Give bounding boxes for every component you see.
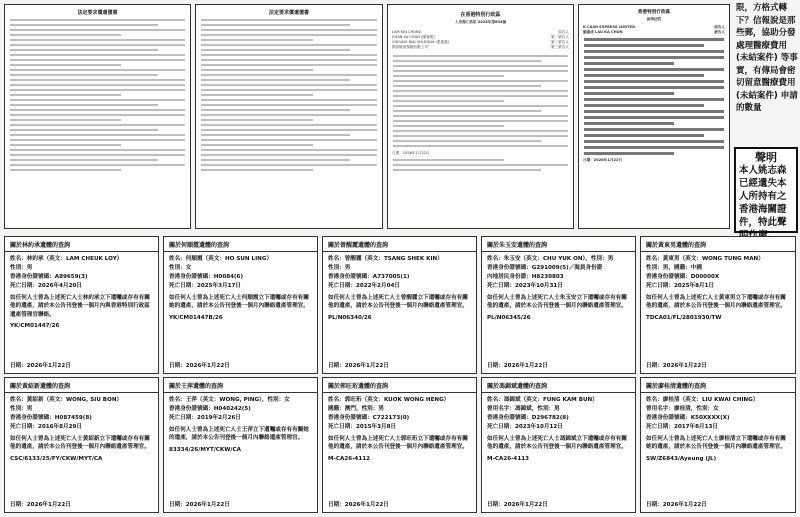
notice-death-date: 死亡日期：2015年3月8日 xyxy=(328,424,397,430)
notice-death-date: 死亡日期：2023年10月12日 xyxy=(487,424,563,430)
defendant-name: 劉嘉成 LAU KA CHUN xyxy=(583,30,623,34)
estate-notice-5 xyxy=(640,236,796,374)
notice-body: 如任何人士曾為上述死亡人士曾醒麗立下遺囑或存有有關他的遺產，請於本公告刊登後一個月內聯絡遺產管理官。 xyxy=(328,295,468,310)
plaintiff-role: 原告人 xyxy=(714,25,725,29)
party-2: CHAN KA CHUN (陳嘉俊) xyxy=(392,35,435,39)
notice-id: 香港身份證號碼：D00000X xyxy=(646,274,720,280)
party-4-role: 第三被告人 xyxy=(551,45,569,49)
notice-ref: 83334/26/MYT/CKW/CA xyxy=(169,446,241,453)
notice-name: 姓名：何順霞（英文：HO SUN LING） xyxy=(169,256,273,262)
estate-notice-10 xyxy=(640,377,796,513)
notice-death-date: 死亡日期：2026年4月20日 xyxy=(10,283,82,289)
case-number: 人身傷亡訴訟 2024年第804號 xyxy=(454,20,507,24)
notice-date: 日期：2026年1月22日 xyxy=(646,502,707,508)
notice-gender: 性別：男 xyxy=(10,406,33,412)
notice-body: 如任何人士曾為上述死亡人士廖桂清立下遺囑或存有有關她的遺產，請於本公告刊登後一個月內聯絡遺產管理官。 xyxy=(646,436,786,451)
notice-death-date: 死亡日期：2025年3月17日 xyxy=(169,283,241,289)
notice-gender: 性別：女 xyxy=(169,265,192,271)
estate-notice-3 xyxy=(322,236,477,374)
notice-ref: M-CA26-4112 xyxy=(328,455,370,462)
estate-notice-2 xyxy=(163,236,318,374)
notice-death-date: 死亡日期：2017年8月13日 xyxy=(646,424,718,430)
plaintiff-company: K CASH EXPRESS LIMITED xyxy=(583,25,636,29)
notice-ref: M-CA26-4113 xyxy=(487,455,529,462)
notice-gender: 性別：男 xyxy=(10,265,33,271)
notice-name: 姓名：王萍（英文：WONG, PING），性別：女 xyxy=(169,397,290,403)
district-court-notice xyxy=(578,4,730,229)
notice-date: 日期：2026年1月22日 xyxy=(328,363,389,369)
notice-name: 姓名：黃東男（英文：WONG TUNG MAN） xyxy=(646,256,764,262)
notice-body: 如任何人士曾為上述死亡人士黃紹新立下遺囑或存有有關他的遺產，請於本公告刊登後一個月內聯絡遺產管理官。 xyxy=(10,436,150,451)
notice-body: 如任何人士曾為上述死亡人士黃東男立下遺囑或存有有關他的遺產，請於本公告刊登後一個月內聯絡遺產管理官。 xyxy=(646,295,786,310)
notice-name: 姓名：馮錦斌（英文：FUNG KAM BUN） xyxy=(487,397,598,403)
notice-death-date: 死亡日期：2022年2月04日 xyxy=(328,283,400,289)
notice-gender: 國籍：澳門，性別：男 xyxy=(328,406,384,412)
notice-date: 日期：2026年1月22日 xyxy=(169,363,230,369)
notice-gender: 曾用名字：廖桂清，性別：女 xyxy=(646,406,719,412)
notice-ref: YK/CM01447B/26 xyxy=(169,314,223,321)
notice-death-date: 死亡日期：2025年8月1日 xyxy=(646,283,715,289)
notice-heading: 關於黃東男遺體的查詢 xyxy=(641,237,795,252)
notice-heading: 關於林約承遺體的查詢 xyxy=(5,237,158,252)
court-heading: 在香港特別行政區 xyxy=(460,12,501,18)
notice-gender: 性別：男，國籍：中國 xyxy=(646,265,702,271)
side-article xyxy=(734,0,800,130)
notice-date: 日期：2026年1月22日 xyxy=(487,363,548,369)
estate-notice-7 xyxy=(163,377,318,513)
notice-death-date: 死亡日期：2023年10月31日 xyxy=(487,283,563,289)
notice-ref: TDCA01/FL/2801930/TW xyxy=(646,314,722,321)
notice-date: 日期：2026年1月22日 xyxy=(646,363,707,369)
notice-name: 姓名：郭旺珩（英文：KUOK WONG HENG） xyxy=(328,397,450,403)
estate-notice-4 xyxy=(481,236,636,374)
notice-id: 香港身份證號碼：K50XXXX(X) xyxy=(646,415,730,421)
notice-id: 香港身份證號碼：C722173(0) xyxy=(328,415,410,421)
party-4: 國泰財產保險有限公司 xyxy=(392,45,428,49)
notice-title: 法定要求償還債書 xyxy=(77,10,118,16)
notice-body: 如任何人士曾為上述死亡人士王萍立下遺囑或存有有關她的遺產，請於本公告刊登後一個月內聯絡遺產管理官。 xyxy=(169,427,309,442)
declaration-text: 本人姚志森已經遺失本人所持有之香港海關證件，特此聲 xyxy=(739,165,787,228)
party-1: LAM KIN CHUNG xyxy=(392,30,422,34)
estate-notice-6 xyxy=(4,377,159,513)
notice-name: 姓名：曾醒麗（英文：TSANG SHEK KIN） xyxy=(328,256,443,262)
notice-name: 姓名：林約承（英文：LAM CHEUK LOY） xyxy=(10,256,123,262)
party-3: CHEUNG WAI CHI EDNA (張惠慈) xyxy=(392,40,450,44)
estate-notice-8 xyxy=(322,377,477,513)
notice-heading: 關於郭旺珩遺體的查詢 xyxy=(323,378,476,393)
notice-date: 日期：2026年1月22日 xyxy=(10,363,71,369)
notice-title: 法定要求償還債書 xyxy=(268,10,309,16)
notice-heading: 關於王萍遺體的查詢 xyxy=(164,378,317,393)
party-3-role: 第二被告人 xyxy=(551,40,569,44)
notice-heading: 關於廖桂清遺體的查詢 xyxy=(641,378,795,393)
statutory-demand-notice-middle xyxy=(195,4,383,229)
court-date: 日期：2026年1月22日 xyxy=(583,158,623,162)
notice-id: 香港身份證號碼：H087459(8) xyxy=(10,415,92,421)
notice-date: 日期：2026年1月22日 xyxy=(169,502,230,508)
notice-id: 香港身份證號碼：A737005(1) xyxy=(328,274,410,280)
notice-date: 日期：2026年1月22日 xyxy=(487,502,548,508)
party-2-role: 第一被告人 xyxy=(551,35,569,39)
notice-heading: 關於馮錦斌遺體的查詢 xyxy=(482,378,635,393)
statutory-demand-notice-left xyxy=(4,4,191,229)
notice-id: 香港身份證號碼：A89659(3) xyxy=(10,274,88,280)
notice-id: 香港身份證號碼：D296782(8) xyxy=(487,415,569,421)
court-action-notice xyxy=(387,4,574,229)
notice-name: 姓名：廖桂清（英文：LIU KWAI CHING） xyxy=(646,397,759,403)
notice-gender: 性別：男 xyxy=(328,265,351,271)
notice-gender: 香港身份證號碼：H040242(5) xyxy=(169,406,251,412)
notice-body: 如任何人士曾為上述死亡人士何順霞立下遺囑或存有有關她的遺產，請於本公告刊登後一個月內聯絡遺產管理官。 xyxy=(169,295,309,310)
notice-date: 日期：2026年1月22日 xyxy=(10,502,71,508)
estate-notice-1 xyxy=(4,236,159,374)
notice-id: 香港身份證號碼：H0084(6) xyxy=(169,274,244,280)
court-line-2: 區域法院 xyxy=(646,17,662,21)
notice-gender: 曾用名字：馮錦斌，性別：男 xyxy=(487,406,560,412)
notice-name: 姓名：黃紹新（英文：WONG, SIU BON） xyxy=(10,397,123,403)
side-article-text: 限，方格式轉下？信報說是那些郵，協助分發處理醫療費用 (未結案件) 等事實，有傳局會密切留意醫療費用 (未結案件) 申請的數量 xyxy=(736,3,798,113)
notice-heading: 關於朱玉安遺體的查詢 xyxy=(482,237,635,252)
declaration-box xyxy=(734,147,798,233)
notice-id: 內地居民身份證：H8230803 xyxy=(487,274,564,280)
court-date: 日期：2026年1月22日 xyxy=(392,151,430,155)
notice-ref: PL/N06345/26 xyxy=(487,314,531,321)
notice-death-date: 死亡日期：2016年8月29日 xyxy=(10,424,82,430)
notice-death-date: 死亡日期：2019年2月26日 xyxy=(169,415,241,421)
notice-ref: YK/CM01447/26 xyxy=(10,323,60,330)
notice-ref: SW/Z6843/Ayeung (JL) xyxy=(646,455,717,462)
defendant-role: 被告人 xyxy=(714,30,725,34)
notice-heading: 關於曾醒麗遺體的查詢 xyxy=(323,237,476,252)
notice-heading: 關於黃紹新遺體的查詢 xyxy=(5,378,158,393)
notice-name: 姓名：朱玉安（英文：CHU YUK ON），性別：男 xyxy=(487,256,614,262)
notice-body: 如任何人士曾為上述死亡人士郭旺珩立下遺囑或存有有關他的遺產，請於本公告刊登後一個月內聯絡遺產管理官。 xyxy=(328,436,468,451)
declaration-heading: 聲明 xyxy=(755,151,777,164)
notice-body: 如任何人士曾為上述死亡人士朱玉安立下遺囑或存有有關他的遺產，請於本公告刊登後一個月內聯絡遺產管理官。 xyxy=(487,295,627,310)
notice-ref: CSC/6133/25/FY/CKW/MYT/CA xyxy=(10,455,103,462)
court-line-1: 香港特別行政區 xyxy=(637,10,671,15)
notice-ref: PL/N06340/26 xyxy=(328,314,372,321)
notice-gender: 香港身份證號碼：G291009(5)／海員身份證 xyxy=(487,265,603,271)
notice-heading: 關於何順霞遺體的查詢 xyxy=(164,237,317,252)
party-1-role: 原告人 xyxy=(558,30,569,34)
notice-body: 如任何人士曾為上述死亡人士林約承立下遺囑或存有有關他的遺產，請於本公告刊登後一個月內與香港特別行政區遺產管理官聯絡。 xyxy=(10,295,150,318)
notice-body: 如任何人士曾為上述死亡人士馮錦斌立下遺囑或存有有關他的遺產，請於本公告刊登後一個月內聯絡遺產管理官。 xyxy=(487,436,627,451)
estate-notice-9 xyxy=(481,377,636,513)
notice-date: 日期：2026年1月22日 xyxy=(328,502,389,508)
